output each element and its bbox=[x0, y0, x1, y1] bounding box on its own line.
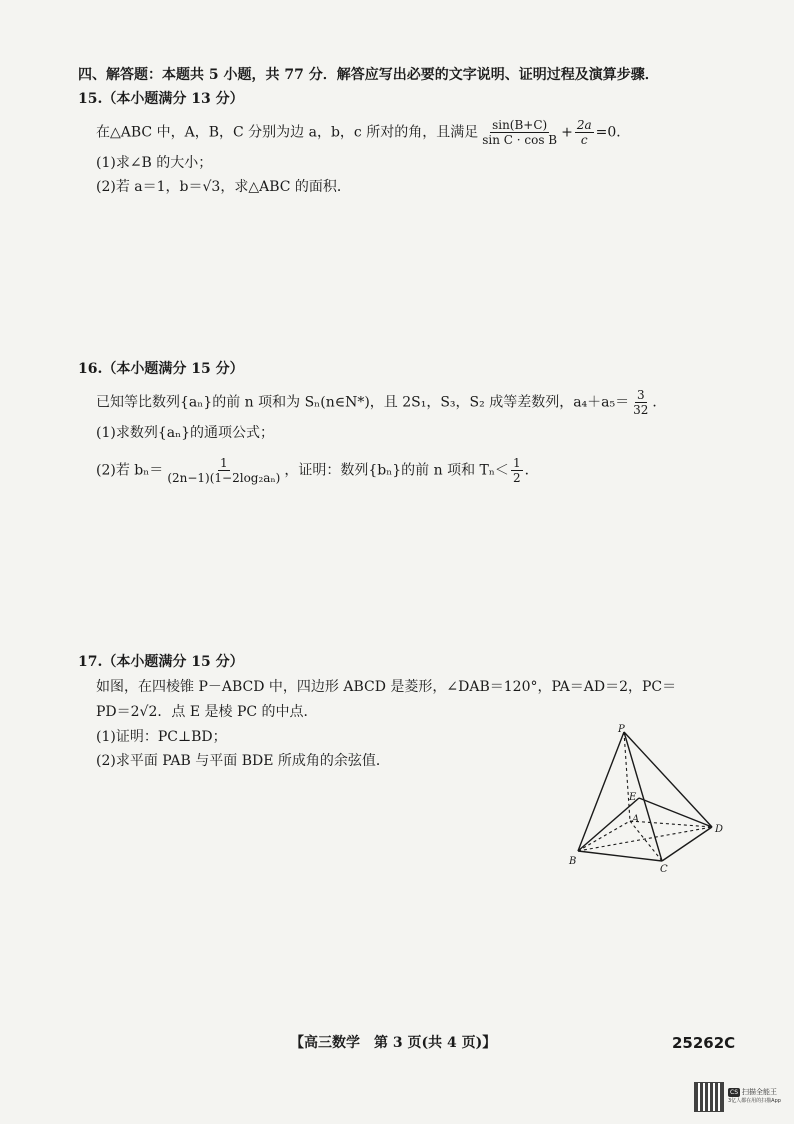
q17-part-2: (2)求平面 PAB 与平面 BDE 所成角的余弦值． bbox=[96, 753, 390, 769]
q16-heading: 16.（本小题满分 15 分） bbox=[78, 361, 244, 377]
page-footer: 【高三数学 第 3 页(共 4 页)】 bbox=[290, 1035, 497, 1051]
q16-stem bbox=[96, 388, 666, 417]
edge-AC bbox=[630, 821, 662, 861]
q15-plus: + bbox=[561, 124, 573, 141]
q15-part-2: (2)若 a＝1，b＝√3，求△ABC 的面积． bbox=[96, 179, 351, 195]
q17-stem-line-1: 如图，在四棱锥 P－ABCD 中，四边形 ABCD 是菱形，∠DAB＝120°，PA＝AD＝2，PC＝ bbox=[96, 679, 677, 695]
stamp-text-block bbox=[728, 1088, 781, 1106]
paper-code: 25262C bbox=[672, 1034, 736, 1052]
q15-frac2-num: 2a bbox=[576, 118, 592, 132]
label-A: A bbox=[632, 814, 640, 825]
scanner-stamp bbox=[694, 1080, 786, 1114]
label-D: D bbox=[715, 824, 724, 835]
label-B: B bbox=[569, 856, 577, 867]
q15-frac1-num: sin(B+C) bbox=[492, 118, 548, 132]
q16-part2-frac2-den: 2 bbox=[512, 471, 521, 485]
q16-part2-frac2-num: 1 bbox=[512, 456, 521, 470]
q15-frac2-den: c bbox=[580, 133, 588, 147]
q15-frac1-den: sin C · cos B bbox=[482, 133, 558, 147]
q16-stem-end: ． bbox=[652, 394, 667, 411]
label-E: E bbox=[629, 792, 637, 803]
q16-part2-b: ，证明：数列{bₙ}的前 n 项和 Tₙ＜ bbox=[284, 462, 509, 479]
q15-fraction-2 bbox=[575, 118, 594, 147]
q16-part2-c: ． bbox=[524, 462, 539, 479]
qr-code-icon bbox=[694, 1082, 724, 1112]
q15-stem bbox=[96, 118, 630, 147]
q16-part2-a: (2)若 bₙ＝ bbox=[96, 462, 164, 479]
q16-part2-fraction bbox=[165, 456, 282, 485]
q16-frac-num: 3 bbox=[636, 388, 645, 402]
edge-PD bbox=[624, 732, 712, 827]
pyramid-figure bbox=[566, 724, 736, 874]
q15-heading: 15.（本小题满分 13 分） bbox=[78, 91, 244, 107]
stamp-logo: CS bbox=[730, 1089, 738, 1096]
q15-part-1: (1)求∠B 的大小； bbox=[96, 155, 213, 171]
edge-BD bbox=[578, 827, 712, 851]
edge-PB bbox=[578, 732, 624, 851]
q17-heading: 17.（本小题满分 15 分） bbox=[78, 654, 244, 670]
q16-part2-frac-den: (2n−1)(1−2log₂aₙ) bbox=[167, 471, 281, 485]
stamp-sub: 3亿人都在用的扫描App bbox=[728, 1098, 781, 1104]
q16-part-1: (1)求数列{aₙ}的通项公式； bbox=[96, 425, 275, 441]
q15-stem-end: =0． bbox=[595, 124, 631, 141]
q16-stem-text: 已知等比数列{aₙ}的前 n 项和为 Sₙ(n∈N*)，且 2S₁，S₃，S₂ 成等差数列，a₄＋a₅＝ bbox=[96, 394, 630, 411]
q16-frac-den: 32 bbox=[633, 403, 649, 417]
edge-CD bbox=[662, 827, 712, 861]
q15-fraction-1 bbox=[480, 118, 559, 147]
section-header: 四、解答题：本题共 5 小题，共 77 分．解答应写出必要的文字说明、证明过程及演算步骤． bbox=[78, 67, 659, 83]
q17-part-1: (1)证明：PC⊥BD； bbox=[96, 729, 227, 745]
q16-fraction bbox=[631, 388, 650, 417]
q16-part2-fraction-2 bbox=[511, 456, 523, 485]
label-C: C bbox=[660, 864, 668, 874]
q17-stem-line-2: PD＝2√2．点 E 是棱 PC 的中点． bbox=[96, 704, 318, 720]
q15-stem-text: 在△ABC 中，A，B，C 分别为边 a，b，c 所对的角，且满足 bbox=[96, 124, 479, 141]
label-P: P bbox=[618, 724, 625, 735]
q16-part-2 bbox=[96, 456, 539, 485]
stamp-name: 扫描全能王 bbox=[742, 1088, 777, 1096]
q16-part2-frac-num: 1 bbox=[220, 456, 228, 470]
edge-BC bbox=[578, 851, 662, 861]
edge-BE bbox=[578, 798, 639, 851]
